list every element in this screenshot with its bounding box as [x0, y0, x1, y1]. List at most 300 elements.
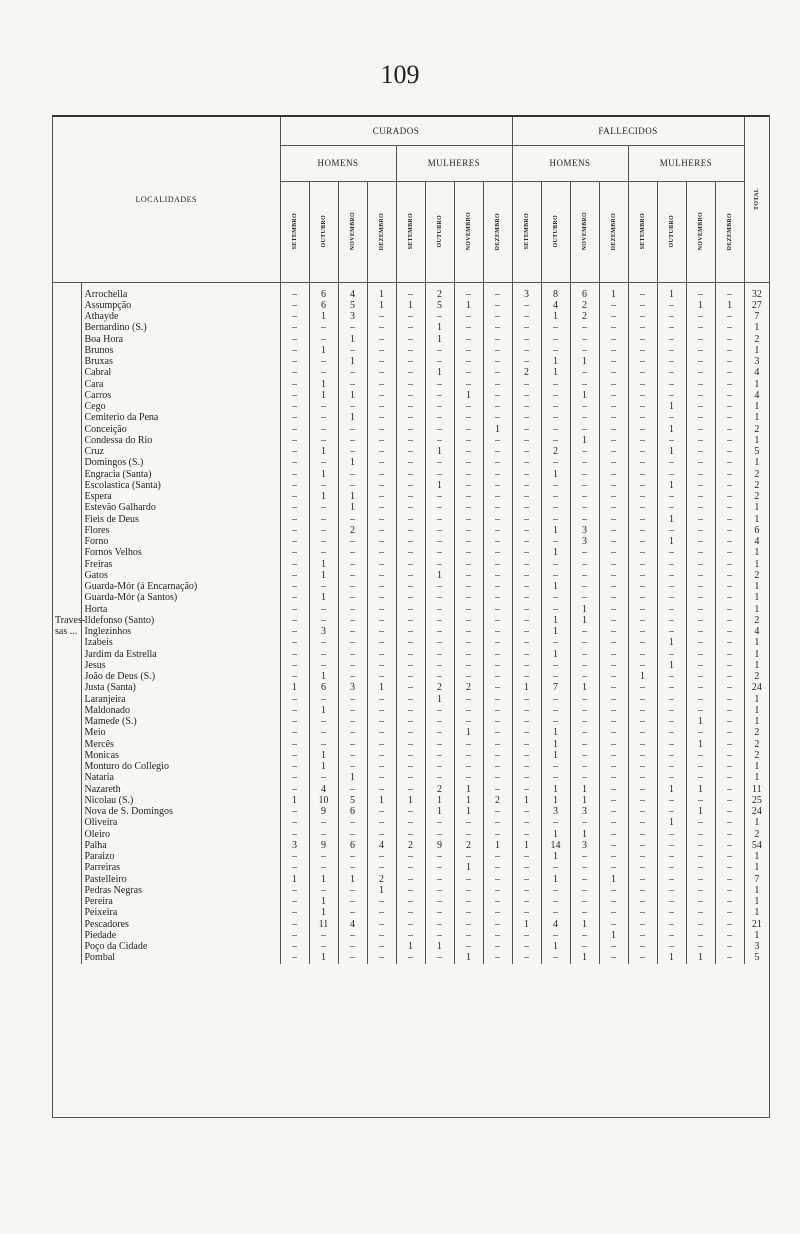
- count-cell: –: [396, 761, 425, 772]
- locality-name: Pescadores: [81, 919, 280, 930]
- count-cell: –: [715, 581, 744, 592]
- count-cell: –: [599, 682, 628, 693]
- count-cell: –: [686, 435, 715, 446]
- count-cell: –: [425, 817, 454, 828]
- count-cell: –: [309, 739, 338, 750]
- count-cell: 6: [338, 840, 367, 851]
- count-cell: –: [367, 941, 396, 952]
- locality-name: Pastelleiro: [81, 874, 280, 885]
- table-row: [53, 750, 769, 761]
- count-cell: –: [338, 705, 367, 716]
- count-cell: –: [367, 570, 396, 581]
- locality-name: Peixeira: [81, 907, 280, 918]
- count-cell: –: [338, 469, 367, 480]
- table-row: [53, 941, 769, 952]
- count-cell: 1: [570, 829, 599, 840]
- locality-name: Fornos Velhos: [81, 547, 280, 558]
- count-cell: 1: [367, 682, 396, 693]
- count-cell: –: [454, 412, 483, 423]
- count-cell: –: [396, 896, 425, 907]
- count-cell: –: [396, 874, 425, 885]
- header-month: DEZEMBRO: [715, 181, 744, 282]
- count-cell: –: [280, 885, 309, 896]
- count-cell: –: [338, 862, 367, 873]
- count-cell: –: [512, 649, 541, 660]
- total-cell: 1: [744, 907, 769, 918]
- count-cell: –: [512, 469, 541, 480]
- count-cell: –: [396, 784, 425, 795]
- count-cell: –: [280, 559, 309, 570]
- count-cell: –: [483, 671, 512, 682]
- locality-name: Pereira: [81, 896, 280, 907]
- total-cell: 1: [744, 862, 769, 873]
- count-cell: –: [599, 446, 628, 457]
- total-cell: 2: [744, 570, 769, 581]
- count-cell: –: [483, 649, 512, 660]
- total-cell: 1: [744, 604, 769, 615]
- count-cell: –: [425, 615, 454, 626]
- count-cell: –: [454, 334, 483, 345]
- count-cell: –: [512, 716, 541, 727]
- count-cell: –: [512, 480, 541, 491]
- count-cell: –: [599, 727, 628, 738]
- table-row: [53, 705, 769, 716]
- count-cell: –: [396, 570, 425, 581]
- count-cell: –: [280, 446, 309, 457]
- locality-name: Pombal: [81, 952, 280, 963]
- count-cell: –: [396, 401, 425, 412]
- count-cell: 1: [425, 480, 454, 491]
- count-cell: –: [367, 806, 396, 817]
- count-cell: –: [454, 660, 483, 671]
- count-cell: –: [483, 716, 512, 727]
- count-cell: –: [512, 829, 541, 840]
- count-cell: –: [657, 840, 686, 851]
- count-cell: –: [280, 930, 309, 941]
- count-cell: –: [686, 694, 715, 705]
- count-cell: –: [367, 390, 396, 401]
- total-cell: 1: [744, 401, 769, 412]
- count-cell: –: [715, 919, 744, 930]
- count-cell: –: [396, 581, 425, 592]
- count-cell: –: [541, 334, 570, 345]
- count-cell: –: [367, 761, 396, 772]
- count-cell: 1: [309, 907, 338, 918]
- count-cell: 1: [367, 885, 396, 896]
- count-cell: –: [396, 615, 425, 626]
- count-cell: –: [570, 907, 599, 918]
- table-row: [53, 671, 769, 682]
- locality-name: Oliveira: [81, 817, 280, 828]
- count-cell: –: [367, 930, 396, 941]
- count-cell: 2: [512, 367, 541, 378]
- count-cell: 1: [657, 637, 686, 648]
- count-cell: –: [599, 637, 628, 648]
- count-cell: –: [396, 626, 425, 637]
- count-cell: –: [512, 356, 541, 367]
- count-cell: –: [280, 907, 309, 918]
- count-cell: –: [657, 727, 686, 738]
- count-cell: 5: [425, 300, 454, 311]
- table-row: [53, 716, 769, 727]
- count-cell: –: [280, 322, 309, 333]
- table-row: [53, 581, 769, 592]
- count-cell: 4: [541, 300, 570, 311]
- count-cell: 1: [396, 300, 425, 311]
- count-cell: –: [454, 626, 483, 637]
- count-cell: –: [483, 592, 512, 603]
- table-row: [53, 682, 769, 693]
- count-cell: –: [367, 851, 396, 862]
- count-cell: –: [686, 649, 715, 660]
- count-cell: –: [454, 896, 483, 907]
- count-cell: –: [367, 322, 396, 333]
- count-cell: –: [367, 502, 396, 513]
- count-cell: –: [367, 784, 396, 795]
- count-cell: –: [483, 514, 512, 525]
- count-cell: –: [483, 412, 512, 423]
- count-cell: –: [483, 615, 512, 626]
- count-cell: –: [657, 547, 686, 558]
- locality-name: Piedade: [81, 930, 280, 941]
- count-cell: –: [280, 694, 309, 705]
- count-cell: –: [454, 514, 483, 525]
- count-cell: –: [309, 716, 338, 727]
- count-cell: –: [541, 559, 570, 570]
- count-cell: 1: [425, 570, 454, 581]
- count-cell: 2: [367, 874, 396, 885]
- count-cell: –: [396, 885, 425, 896]
- count-cell: –: [686, 592, 715, 603]
- total-cell: 1: [744, 649, 769, 660]
- count-cell: –: [512, 941, 541, 952]
- count-cell: 1: [454, 862, 483, 873]
- count-cell: –: [512, 784, 541, 795]
- table-row: [53, 739, 769, 750]
- count-cell: –: [628, 750, 657, 761]
- count-cell: –: [686, 311, 715, 322]
- count-cell: –: [686, 817, 715, 828]
- count-cell: –: [338, 446, 367, 457]
- count-cell: –: [599, 907, 628, 918]
- locality-name: Freiras: [81, 559, 280, 570]
- count-cell: –: [628, 896, 657, 907]
- count-cell: –: [425, 851, 454, 862]
- count-cell: 3: [280, 840, 309, 851]
- locality-name: Estevão Galhardo: [81, 502, 280, 513]
- count-cell: –: [280, 649, 309, 660]
- locality-name: Laranjeira: [81, 694, 280, 705]
- count-cell: –: [483, 626, 512, 637]
- count-cell: –: [599, 626, 628, 637]
- count-cell: –: [280, 637, 309, 648]
- count-cell: 1: [657, 660, 686, 671]
- count-cell: 1: [628, 671, 657, 682]
- table-row: [53, 930, 769, 941]
- table-row: [53, 367, 769, 378]
- count-cell: –: [599, 457, 628, 468]
- count-cell: –: [483, 282, 512, 300]
- count-cell: –: [425, 424, 454, 435]
- count-cell: –: [715, 772, 744, 783]
- count-cell: –: [280, 401, 309, 412]
- count-cell: –: [512, 671, 541, 682]
- count-cell: –: [338, 367, 367, 378]
- count-cell: –: [309, 817, 338, 828]
- count-cell: –: [483, 311, 512, 322]
- count-cell: 1: [512, 919, 541, 930]
- count-cell: –: [425, 435, 454, 446]
- count-cell: –: [367, 480, 396, 491]
- count-cell: –: [425, 952, 454, 963]
- count-cell: –: [715, 739, 744, 750]
- count-cell: –: [686, 282, 715, 300]
- count-cell: 1: [541, 784, 570, 795]
- count-cell: –: [657, 671, 686, 682]
- count-cell: –: [512, 761, 541, 772]
- count-cell: –: [280, 570, 309, 581]
- count-cell: 1: [454, 784, 483, 795]
- count-cell: 1: [425, 694, 454, 705]
- locality-name: Bruxas: [81, 356, 280, 367]
- count-cell: –: [396, 424, 425, 435]
- count-cell: –: [512, 322, 541, 333]
- table-row: [53, 626, 769, 637]
- count-cell: –: [628, 716, 657, 727]
- count-cell: –: [309, 334, 338, 345]
- count-cell: 3: [338, 682, 367, 693]
- count-cell: –: [309, 412, 338, 423]
- table-row: [53, 322, 769, 333]
- count-cell: –: [599, 300, 628, 311]
- count-cell: –: [599, 536, 628, 547]
- table-row: [53, 919, 769, 930]
- count-cell: 4: [367, 840, 396, 851]
- count-cell: –: [425, 649, 454, 660]
- statistics-table-frame: [52, 115, 770, 1118]
- count-cell: –: [280, 615, 309, 626]
- header-month: NOVEMBRO: [686, 181, 715, 282]
- count-cell: 1: [686, 952, 715, 963]
- count-cell: –: [512, 874, 541, 885]
- count-cell: –: [338, 930, 367, 941]
- locality-name: Mercês: [81, 739, 280, 750]
- count-cell: 1: [541, 750, 570, 761]
- count-cell: –: [686, 727, 715, 738]
- count-cell: 1: [338, 457, 367, 468]
- count-cell: –: [628, 547, 657, 558]
- total-cell: 5: [744, 446, 769, 457]
- count-cell: –: [309, 930, 338, 941]
- count-cell: –: [454, 739, 483, 750]
- count-cell: –: [454, 424, 483, 435]
- count-cell: –: [280, 345, 309, 356]
- count-cell: –: [686, 637, 715, 648]
- count-cell: –: [686, 705, 715, 716]
- table-row: [53, 862, 769, 873]
- count-cell: 1: [570, 952, 599, 963]
- count-cell: –: [599, 716, 628, 727]
- count-cell: –: [599, 795, 628, 806]
- count-cell: –: [338, 660, 367, 671]
- count-cell: –: [396, 919, 425, 930]
- count-cell: –: [657, 874, 686, 885]
- statistics-table: [53, 117, 769, 964]
- count-cell: –: [396, 952, 425, 963]
- count-cell: –: [338, 907, 367, 918]
- count-cell: –: [541, 885, 570, 896]
- table-row: [53, 424, 769, 435]
- count-cell: –: [309, 514, 338, 525]
- header-curados: CURADOS: [280, 117, 512, 145]
- count-cell: –: [483, 930, 512, 941]
- total-cell: 2: [744, 727, 769, 738]
- count-cell: –: [396, 491, 425, 502]
- count-cell: 1: [425, 367, 454, 378]
- count-cell: 1: [541, 547, 570, 558]
- count-cell: –: [483, 491, 512, 502]
- table-row: [53, 840, 769, 851]
- count-cell: –: [309, 615, 338, 626]
- count-cell: 1: [541, 829, 570, 840]
- locality-name: Cruz: [81, 446, 280, 457]
- table-row: [53, 592, 769, 603]
- count-cell: –: [338, 626, 367, 637]
- locality-name: Arrochella: [81, 282, 280, 300]
- count-cell: –: [512, 446, 541, 457]
- count-cell: –: [715, 367, 744, 378]
- count-cell: –: [599, 480, 628, 491]
- table-row: [53, 795, 769, 806]
- count-cell: –: [628, 829, 657, 840]
- count-cell: –: [454, 547, 483, 558]
- count-cell: –: [454, 829, 483, 840]
- count-cell: –: [309, 536, 338, 547]
- count-cell: –: [454, 401, 483, 412]
- count-cell: –: [280, 424, 309, 435]
- count-cell: –: [367, 750, 396, 761]
- count-cell: –: [338, 615, 367, 626]
- count-cell: –: [309, 322, 338, 333]
- count-cell: –: [280, 727, 309, 738]
- count-cell: –: [338, 435, 367, 446]
- locality-name: Conceição: [81, 424, 280, 435]
- count-cell: –: [657, 750, 686, 761]
- count-cell: –: [686, 334, 715, 345]
- count-cell: –: [570, 817, 599, 828]
- count-cell: –: [570, 502, 599, 513]
- locality-name: Carros: [81, 390, 280, 401]
- count-cell: –: [715, 660, 744, 671]
- count-cell: –: [280, 581, 309, 592]
- count-cell: –: [425, 356, 454, 367]
- count-cell: 3: [570, 536, 599, 547]
- count-cell: 2: [454, 682, 483, 693]
- count-cell: –: [715, 345, 744, 356]
- count-cell: –: [657, 930, 686, 941]
- total-cell: 54: [744, 840, 769, 851]
- count-cell: 1: [338, 412, 367, 423]
- locality-name: Cego: [81, 401, 280, 412]
- count-cell: 1: [541, 795, 570, 806]
- count-cell: –: [628, 356, 657, 367]
- count-cell: –: [367, 649, 396, 660]
- count-cell: 6: [309, 282, 338, 300]
- locality-name: Gatos: [81, 570, 280, 581]
- count-cell: –: [425, 874, 454, 885]
- count-cell: 1: [512, 682, 541, 693]
- count-cell: –: [657, 885, 686, 896]
- count-cell: –: [715, 784, 744, 795]
- count-cell: –: [512, 334, 541, 345]
- count-cell: –: [686, 626, 715, 637]
- count-cell: –: [512, 739, 541, 750]
- count-cell: –: [512, 559, 541, 570]
- count-cell: –: [599, 401, 628, 412]
- count-cell: –: [657, 390, 686, 401]
- count-cell: –: [570, 772, 599, 783]
- total-cell: 1: [744, 322, 769, 333]
- count-cell: –: [454, 761, 483, 772]
- table-row: [53, 806, 769, 817]
- count-cell: –: [483, 885, 512, 896]
- count-cell: –: [396, 367, 425, 378]
- count-cell: –: [483, 705, 512, 716]
- total-cell: 2: [744, 750, 769, 761]
- count-cell: –: [715, 896, 744, 907]
- count-cell: –: [541, 390, 570, 401]
- count-cell: –: [483, 694, 512, 705]
- count-cell: –: [715, 457, 744, 468]
- count-cell: –: [628, 536, 657, 547]
- count-cell: –: [280, 772, 309, 783]
- count-cell: –: [280, 525, 309, 536]
- count-cell: –: [512, 547, 541, 558]
- locality-name: Fieis de Deus: [81, 514, 280, 525]
- count-cell: –: [628, 311, 657, 322]
- count-cell: –: [570, 367, 599, 378]
- count-cell: –: [396, 457, 425, 468]
- count-cell: 2: [425, 784, 454, 795]
- total-cell: 25: [744, 795, 769, 806]
- count-cell: –: [483, 547, 512, 558]
- count-cell: –: [599, 581, 628, 592]
- count-cell: –: [396, 772, 425, 783]
- page-number: 109: [380, 60, 420, 89]
- count-cell: –: [425, 525, 454, 536]
- total-cell: 2: [744, 469, 769, 480]
- count-cell: –: [396, 682, 425, 693]
- count-cell: –: [367, 727, 396, 738]
- count-cell: –: [338, 345, 367, 356]
- count-cell: –: [367, 345, 396, 356]
- count-cell: –: [570, 457, 599, 468]
- count-cell: –: [512, 637, 541, 648]
- count-cell: –: [657, 334, 686, 345]
- count-cell: –: [454, 570, 483, 581]
- count-cell: –: [367, 525, 396, 536]
- count-cell: –: [280, 784, 309, 795]
- table-row: [53, 412, 769, 423]
- count-cell: –: [483, 772, 512, 783]
- table-row: [53, 615, 769, 626]
- count-cell: –: [599, 817, 628, 828]
- locality-name: Domingos (S.): [81, 457, 280, 468]
- count-cell: –: [483, 480, 512, 491]
- count-cell: –: [715, 649, 744, 660]
- count-cell: –: [396, 536, 425, 547]
- count-cell: –: [628, 502, 657, 513]
